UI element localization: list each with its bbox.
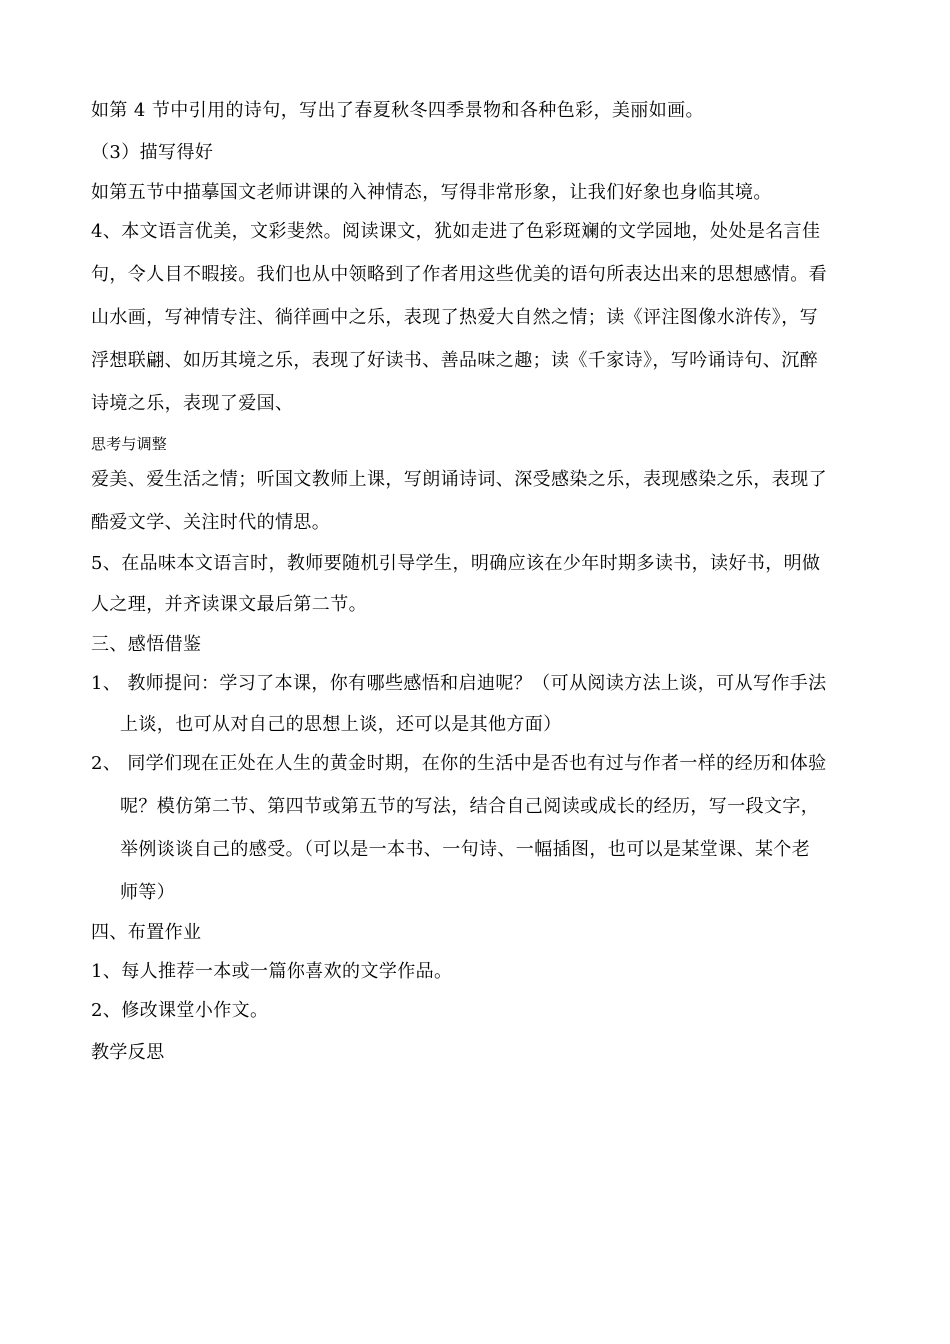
paragraph-line: 浮想联翩、如历其境之乐，表现了好读书、善品味之趣；读《千家诗》，写吟诵诗句、沉醉 <box>91 350 818 371</box>
list-item-continuation: 师等） <box>120 882 176 903</box>
paragraph-line: 如第 4 节中引用的诗句，写出了春夏秋冬四季景物和各种色彩，美丽如画。 <box>91 100 704 121</box>
paragraph-line: 山水画，写神情专注、徜徉画中之乐，表现了热爱大自然之情；读《评注图像水浒传》，写 <box>91 307 818 328</box>
section-heading: 四、布置作业 <box>91 922 202 943</box>
paragraph-line: 4、本文语言优美，文彩斐然。阅读课文，犹如走进了色彩斑斓的文学园地，处处是名言佳 <box>91 221 821 242</box>
paragraph-line: 句，令人目不暇接。我们也从中领略到了作者用这些优美的语句所表达出来的思想感情。看 <box>91 264 827 285</box>
paragraph-line: 爱美、爱生活之情；听国文教师上课，写朗诵诗词、深受感染之乐，表现感染之乐，表现了 <box>91 469 827 490</box>
subheading-3: （3）描写得好 <box>91 142 214 163</box>
section-heading: 三、感悟借鉴 <box>91 634 202 655</box>
list-item-continuation: 举例谈谈自己的感受。（可以是一本书、一句诗、一幅插图，也可以是某堂课、某个老 <box>120 839 811 860</box>
list-item: 1、每人推荐一本或一篇你喜欢的文学作品。 <box>91 961 453 982</box>
list-item: 2、 同学们现在正处在人生的黄金时期，在你的生活中是否也有过与作者一样的经历和体验 <box>91 753 827 774</box>
list-item-continuation: 呢？模仿第二节、第四节或第五节的写法，结合自己阅读或成长的经历，写一段文字， <box>120 796 820 817</box>
paragraph-line: 如第五节中描摹国文老师讲课的入神情态，写得非常形象，让我们好象也身临其境。 <box>91 182 772 203</box>
list-item: 2、修改课堂小作文。 <box>91 1000 269 1021</box>
list-item: 1、 教师提问：学习了本课，你有哪些感悟和启迪呢？（可从阅读方法上谈，可从写作手法 <box>91 673 827 694</box>
section-heading: 教学反思 <box>91 1042 165 1063</box>
paragraph-line: 人之理，并齐读课文最后第二节。 <box>91 594 367 615</box>
paragraph-line: 5、在品味本文语言时，教师要随机引导学生，明确应该在少年时期多读书，读好书，明做 <box>91 553 821 574</box>
list-item-continuation: 上谈，也可从对自己的思想上谈，还可以是其他方面） <box>120 714 562 735</box>
margin-note: 思考与调整 <box>91 435 168 453</box>
paragraph-line: 酷爱文学、关注时代的情思。 <box>91 512 331 533</box>
paragraph-line: 诗境之乐，表现了爱国、 <box>91 393 294 414</box>
